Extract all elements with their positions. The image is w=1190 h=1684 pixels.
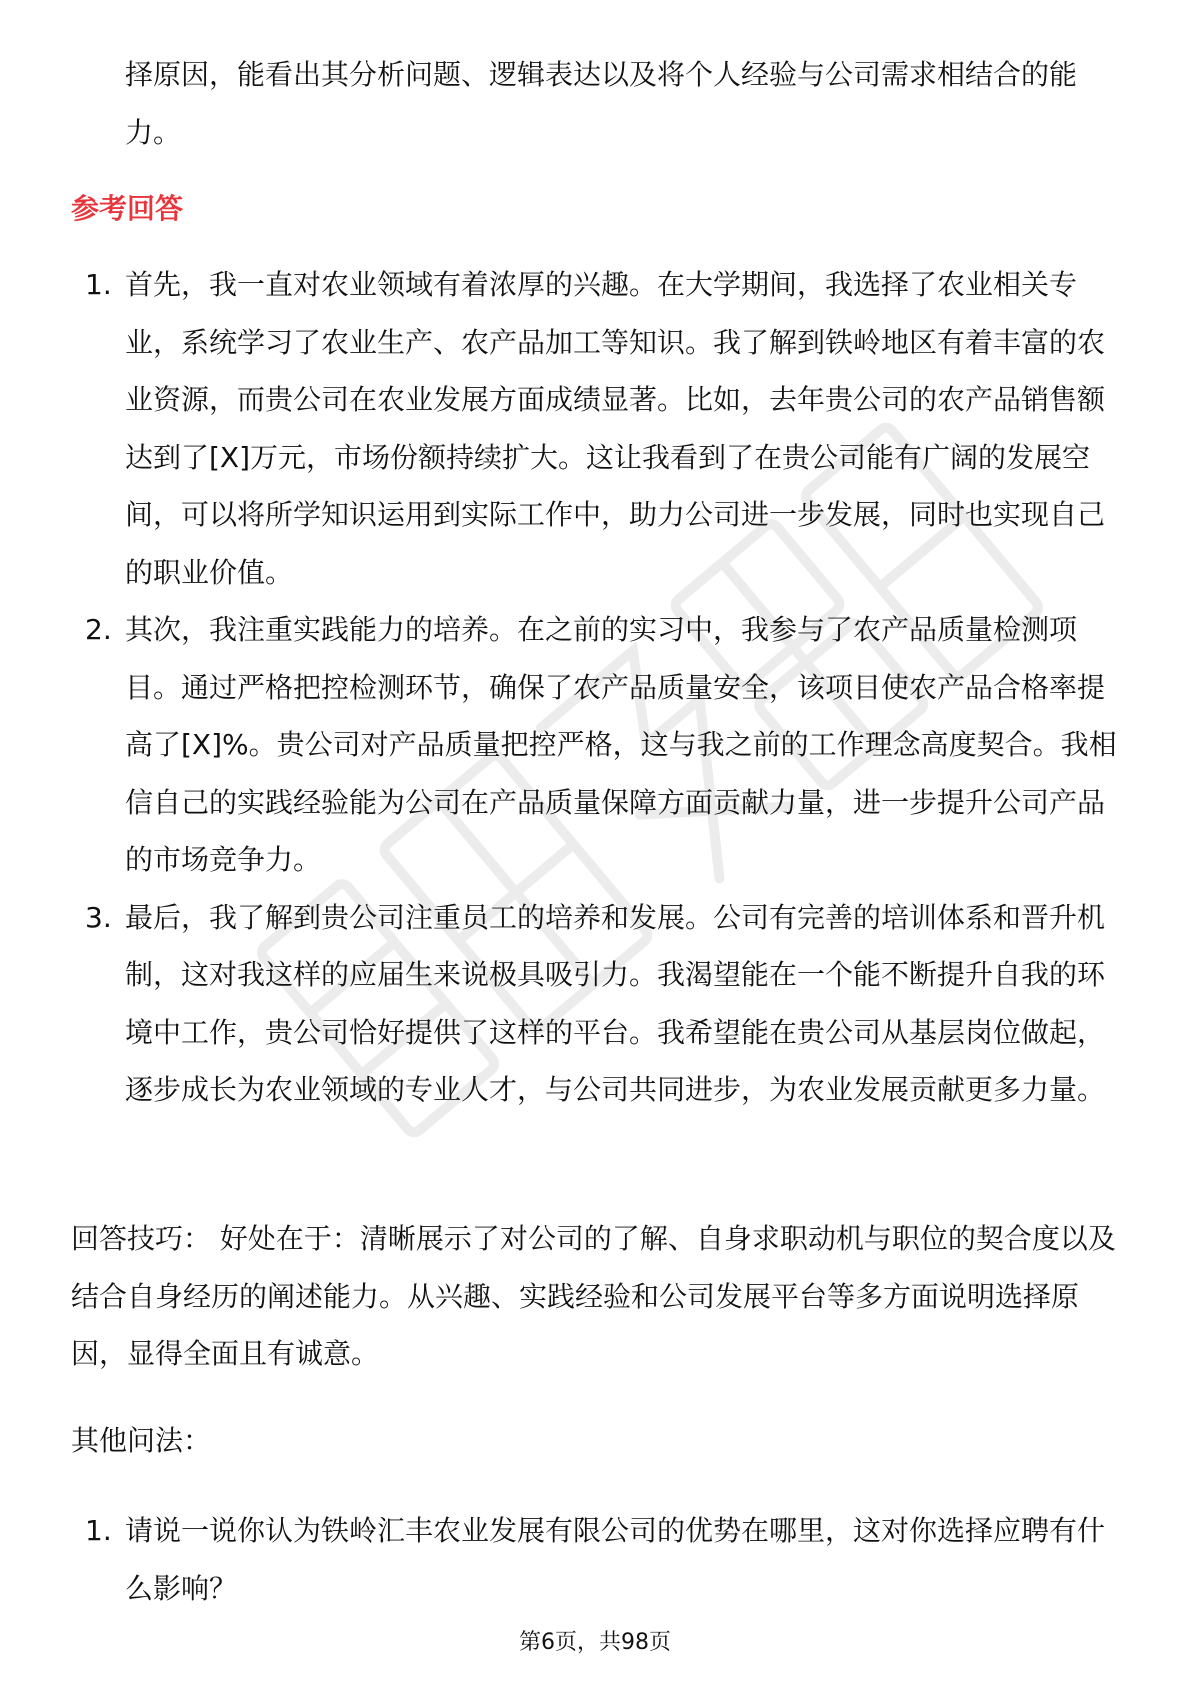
answer-item	[71, 256, 1121, 601]
list-number: 2.	[85, 613, 112, 646]
answer-list	[71, 256, 1121, 1119]
other-questions-list	[71, 1502, 1121, 1617]
answer-item	[71, 601, 1121, 889]
list-number: 1.	[85, 1514, 112, 1547]
answer-tips-paragraph: 回答技巧： 好处在于：清晰展示了对公司的了解、自身求职动机与职位的契合度以及结合自身经历的阐述能力。从兴趣、实践经验和公司发展平台等多方面说明选择原因，显得全面且有诚意。	[71, 1222, 1116, 1370]
continuation-paragraph: 择原因，能看出其分析问题、逻辑表达以及将个人经验与公司需求相结合的能力。	[125, 58, 1078, 149]
other-questions-title: 其他问法：	[71, 1424, 212, 1457]
answer-text: 首先，我一直对农业领域有着浓厚的兴趣。在大学期间，我选择了农业相关专业，系统学习了农业生产、农产品加工等知识。我了解到铁岭地区有着丰富的农业资源，而贵公司在农业发展方面成绩显著。比如，去年贵公司的农产品销售额达到了[X]万元，市场份额持续扩大。这让我看到了在贵公司能有广阔的发展空间，可以将所学知识运用到实际工作中，助力公司进一步发展，同时也实现自己的职业价值。	[125, 268, 1106, 589]
section-title-reference-answer: 参考回答	[71, 192, 184, 225]
list-number: 3.	[85, 900, 112, 934]
answer-text: 其次，我注重实践能力的培养。在之前的实习中，我参与了农产品质量检测项目。通过严格把控检测环节，确保了农产品质量安全，该项目使农产品合格率提高了[X]%。贵公司对产品质量把控严格，这与我之前的工作理念高度契合。我相信自己的实践经验能为公司在产品质量保障方面贡献力量，进一步提升公司产品的市场竞争力。	[125, 613, 1117, 876]
page-footer: 第6页，共98页	[519, 1630, 671, 1655]
answer-text: 最后，我了解到贵公司注重员工的培养和发展。公司有完善的培训体系和晋升机制，这对我这样的应届生来说极具吸引力。我渴望能在一个能不断提升自我的环境中工作，贵公司恰好提供了这样的平台。我希望能在贵公司从基层岗位做起，逐步成长为农业领域的专业人才，与公司共同进步，为农业发展贡献更多力量。	[125, 900, 1106, 1106]
other-question-item	[71, 1502, 1121, 1617]
list-number: 1.	[85, 268, 112, 301]
other-question-text: 请说一说你认为铁岭汇丰农业发展有限公司的优势在哪里，这对你选择应聘有什么影响？	[125, 1514, 1106, 1605]
answer-item	[71, 889, 1121, 1119]
